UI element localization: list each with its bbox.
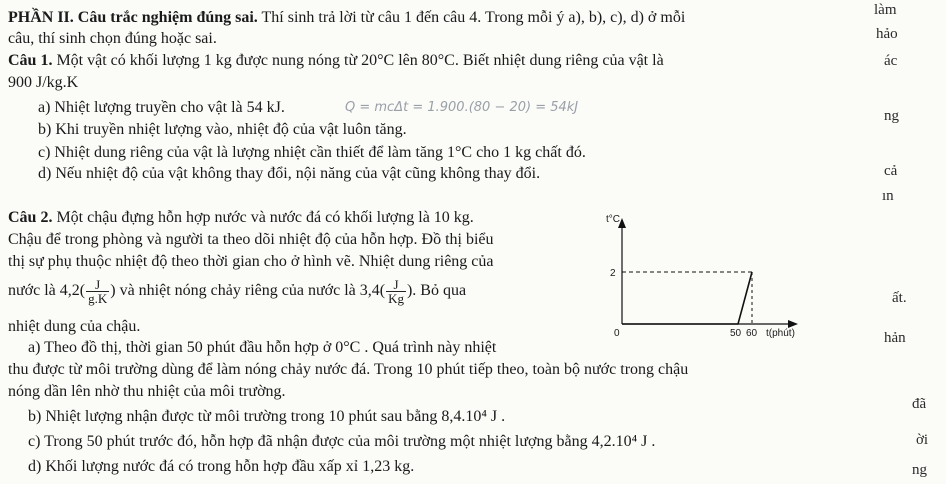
unit-fraction-j-per-gk: $\frac{J}{g.K}$ (88, 276, 108, 306)
q2-stem-line5: nhiệt dung của chậu. (8, 318, 141, 335)
graph-y-label: t°C (606, 214, 620, 225)
q2-stem-line3: thị sự phụ thuộc nhiệt độ theo thời gian cho ở hình vẽ. Nhiệt dung riêng của (8, 253, 494, 270)
q2-option-a-line1: a) Theo đồ thị, thời gian 50 phút đầu hỗn hợp ở 0°C . Quá trình này nhiệt (28, 339, 497, 356)
part2-instruction-line1: PHẦN II. Câu trắc nghiệm đúng sai. Thí sinh trả lời từ câu 1 đến câu 4. Trong mỗi ý a), b), c), d) ở mỗi (8, 9, 686, 26)
q2-label: Câu 2. (8, 209, 53, 226)
edge-fragment: ng (884, 108, 899, 124)
q1-option-d: d) Nếu nhiệt độ của vật không thay đổi, nội năng của vật cũng không thay đổi. (38, 165, 541, 182)
graph-x-tick-50: 50 (730, 328, 742, 339)
edge-fragment: ất. (892, 290, 907, 306)
part2-heading: PHẦN II. Câu trắc nghiệm đúng sai. (8, 9, 258, 26)
q2-option-a-line2: thu được từ môi trường dùng để làm nóng chảy nước đá. Trong 10 phút tiếp theo, toàn bộ nước trong chậu (8, 361, 689, 378)
q2-stem-line2: Chậu để trong phòng và người ta theo dõi nhiệt độ của hỗn hợp. Đồ thị biểu (8, 231, 494, 248)
q2-stem-line4: nước là 4,2( $\frac{J}{g.K}$ ) và nhiệt nóng chảy riêng của nước là 3,4( $\frac{J}{Kg}$ ). Bỏ qua (8, 276, 467, 306)
q1-option-a: a) Nhiệt lượng truyền cho vật là 54 kJ. (38, 99, 285, 116)
graph-origin-label: 0 (614, 328, 620, 339)
edge-fragment: làm (874, 2, 897, 18)
q2-stem-line1: Câu 2. Một chậu đựng hỗn hợp nước và nước đá có khối lượng là 10 kg. (8, 209, 474, 226)
graph-y-tick: 2 (610, 268, 616, 279)
edge-fragment: hảo (876, 26, 898, 42)
edge-fragment: hản (884, 330, 906, 346)
q1-stem-line1: Câu 1. Một vật có khối lượng 1 kg được nung nóng từ 20°C lên 80°C. Biết nhiệt dung riêng của vật là (8, 52, 664, 69)
graph-x-arrow (788, 320, 798, 328)
q1-label: Câu 1. (8, 52, 53, 69)
q2-option-b: b) Nhiệt lượng nhận được từ môi trường trong 10 phút sau bằng 8,4.10⁴ J . (28, 408, 506, 425)
part2-instruction-line2: câu, thí sinh chọn đúng hoặc sai. (8, 30, 217, 47)
q1-handwritten-note: Q = mcΔt = 1.900.(80 − 20) = 54kJ (345, 100, 579, 115)
graph-x-label: t(phút) (766, 328, 795, 339)
temperature-time-graph (600, 212, 820, 340)
edge-fragment: ın (882, 188, 894, 204)
graph-temperature-curve (622, 272, 752, 324)
graph-x-tick-60: 60 (746, 328, 758, 339)
q2-option-a-line3: nóng dần lên nhờ thu nhiệt của môi trường. (8, 383, 286, 400)
edge-fragment: cả (884, 163, 898, 179)
q2-option-c: c) Trong 50 phút trước đó, hỗn hợp đã nhận được của môi trường một nhiệt lượng bằng 4,2.10⁴ J . (28, 433, 656, 450)
edge-fragment: đã (912, 396, 927, 412)
q1-option-c: c) Nhiệt dung riêng của vật là lượng nhiệt cần thiết để làm tăng 1°C cho 1 kg chất đó. (38, 144, 586, 161)
edge-fragment: ng (912, 462, 927, 478)
edge-fragment: ời (916, 432, 929, 448)
edge-fragment: ác (884, 53, 898, 69)
unit-fraction-j-per-kg: $\frac{J}{Kg}$ (388, 276, 404, 306)
q2-option-d: d) Khối lượng nước đá có trong hỗn hợp đầu xấp xỉ 1,23 kg. (28, 458, 415, 475)
q1-option-b: b) Khi truyền nhiệt lượng vào, nhiệt độ của vật luôn tăng. (38, 121, 407, 138)
q1-stem-line2: 900 J/kg.K (8, 74, 79, 91)
